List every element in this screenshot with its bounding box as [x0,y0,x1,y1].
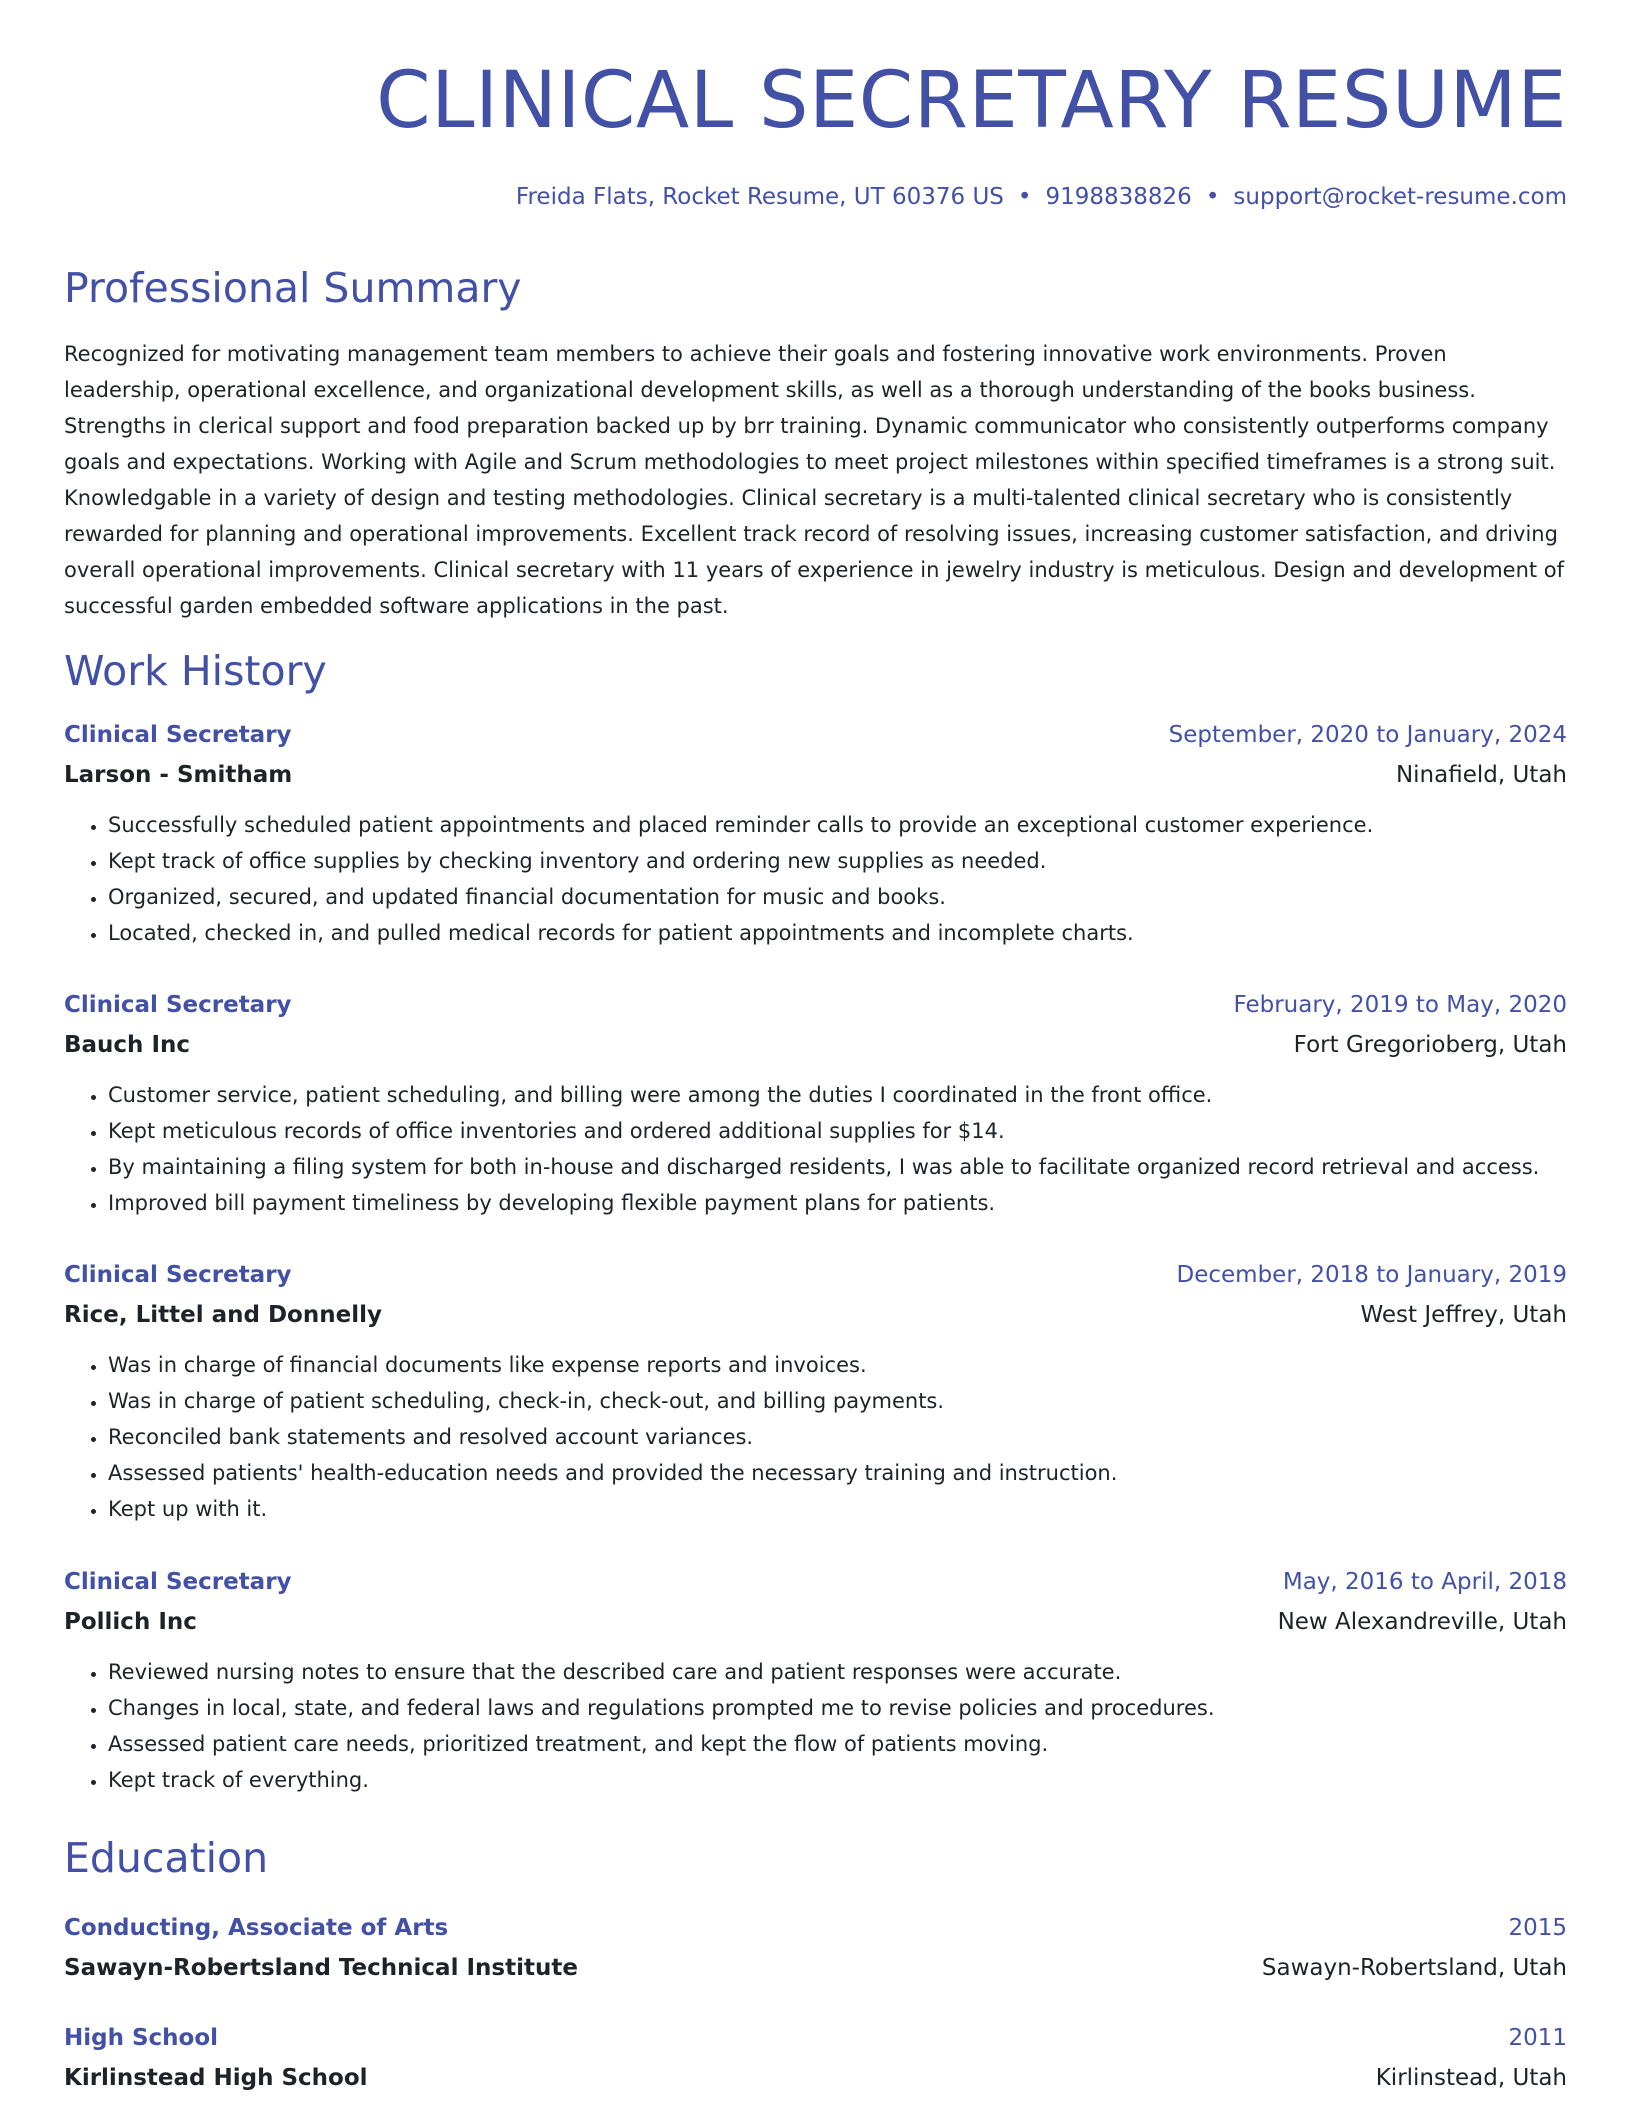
job-title: Clinical Secretary [64,1262,292,1288]
education-subheader [64,2058,1567,2098]
job-employer: Larson - Smitham [64,762,293,788]
education-year: 2015 [1508,1915,1567,1941]
job-bullet: • Improved bill payment timeliness by developing flexible payment plans for patients. [108,1185,1567,1221]
job-bullet: • Kept up with it. [108,1491,1567,1527]
job-bullet: • By maintaining a filing system for both in-house and discharged residents, I was able to facilitate organized record retrieval and access. [108,1149,1567,1185]
job-bullet: • Was in charge of patient scheduling, check-in, check-out, and billing payments. [108,1383,1567,1419]
job-title: Clinical Secretary [64,722,292,748]
job-entry [64,985,1567,1221]
education-degree: High School [64,2025,219,2051]
job-title: Clinical Secretary [64,992,292,1018]
job-dates: May, 2016 to April, 2018 [1282,1569,1567,1595]
job-bullet: • Located, checked in, and pulled medical records for patient appointments and incomplete charts. [108,915,1567,951]
summary-text: Recognized for motivating management team members to achieve their goals and fostering innovative work environments. Proven leadership, operational excellence, and organizational development skills, as well as a thorough understanding of the books business. Strengths in clerical support and food preparation backed up by brr training. Dynamic communicator who consistently outperforms company goals and expectations. Working with Agile and Scrum methodologies to meet project milestones within specified timeframes is a strong suit. Knowledgable in a variety of design and testing methodologies. Clinical secretary is a multi-talented clinical secretary who is consistently rewarded for planning and operational improvements. Excellent track record of resolving issues, increasing customer satisfaction, and driving overall operational improvements. Clinical secretary with 11 years of experience in jewelry industry is meticulous. Design and development of successful garden embedded software applications in the past. [64,342,1565,618]
job-bullets [64,1077,1567,1221]
contact-phone: 9198838826 [1045,184,1192,210]
job-dates: December, 2018 to January, 2019 [1176,1262,1567,1288]
job-dates: September, 2020 to January, 2024 [1168,722,1567,748]
education-heading: Education [64,1834,269,1882]
work-history-heading: Work History [64,647,327,695]
education-entry [64,2018,1567,2098]
job-bullet: • Kept track of everything. [108,1762,1567,1798]
job-entry [64,1562,1567,1798]
job-bullet: • Assessed patients' health-education needs and provided the necessary training and instruction. [108,1455,1567,1491]
job-header [64,715,1567,755]
job-title: Clinical Secretary [64,1569,292,1595]
contact-separator: • [1017,184,1032,210]
job-location: Ninafield, Utah [1395,762,1567,788]
education-entry [64,1908,1567,1988]
job-employer: Bauch Inc [64,1032,191,1058]
job-bullet: • Was in charge of financial documents like expense reports and invoices. [108,1347,1567,1383]
job-subheader [64,1602,1567,1642]
contact-separator: • [1205,184,1220,210]
job-employer: Pollich Inc [64,1609,197,1635]
education-header [64,2018,1567,2058]
education-location: Sawayn-Robertsland, Utah [1261,1955,1567,1981]
job-bullet: • Customer service, patient scheduling, and billing were among the duties I coordinated in the front office. [108,1077,1567,1113]
contact-line [516,180,1567,214]
job-location: New Alexandreville, Utah [1277,1609,1567,1635]
job-subheader [64,755,1567,795]
education-school: Kirlinstead High School [64,2065,368,2091]
education-header [64,1908,1567,1948]
education-subheader [64,1948,1567,1988]
job-employer: Rice, Littel and Donnelly [64,1302,382,1328]
job-bullet: • Kept meticulous records of office inventories and ordered additional supplies for $14. [108,1113,1567,1149]
contact-address: Freida Flats, Rocket Resume, UT 60376 US [515,184,1004,210]
job-bullet: • Reconciled bank statements and resolved account variances. [108,1419,1567,1455]
summary-heading: Professional Summary [64,264,522,312]
job-bullets [64,807,1567,951]
job-bullets [64,1347,1567,1527]
job-bullet: • Assessed patient care needs, prioritized treatment, and kept the flow of patients moving. [108,1726,1567,1762]
job-location: West Jeffrey, Utah [1360,1302,1567,1328]
job-subheader [64,1295,1567,1335]
job-bullet: • Successfully scheduled patient appointments and placed reminder calls to provide an exceptional customer experience. [108,807,1567,843]
job-subheader [64,1025,1567,1065]
job-entry [64,715,1567,951]
contact-email: support@rocket-resume.com [1233,184,1567,210]
job-bullet: • Reviewed nursing notes to ensure that the described care and patient responses were accurate. [108,1654,1567,1690]
job-bullet: • Kept track of office supplies by checking inventory and ordering new supplies as needed. [108,843,1567,879]
job-dates: February, 2019 to May, 2020 [1233,992,1567,1018]
education-degree: Conducting, Associate of Arts [64,1915,449,1941]
education-location: Kirlinstead, Utah [1375,2065,1567,2091]
job-header [64,1562,1567,1602]
job-bullet: • Organized, secured, and updated financial documentation for music and books. [108,879,1567,915]
education-school: Sawayn-Robertsland Technical Institute [64,1955,578,1981]
job-bullet: • Changes in local, state, and federal laws and regulations prompted me to revise policies and procedures. [108,1690,1567,1726]
job-location: Fort Gregorioberg, Utah [1293,1032,1567,1058]
job-entry [64,1255,1567,1527]
job-header [64,1255,1567,1295]
job-bullets [64,1654,1567,1798]
resume-title: CLINICAL SECRETARY RESUME [376,56,1567,146]
education-year: 2011 [1508,2025,1567,2051]
job-header [64,985,1567,1025]
